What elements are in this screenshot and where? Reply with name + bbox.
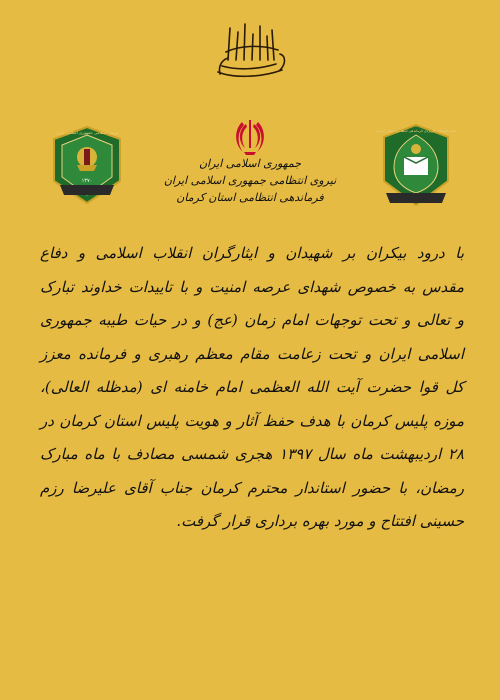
dedication-line: موزه پلیس کرمان با هدف حفظ آثار و هویت پلیس استان کرمان در	[40, 411, 464, 430]
bismillah-calligraphy-icon	[208, 14, 292, 86]
calligraphy-text	[250, 83, 252, 85]
header-block	[150, 155, 350, 206]
right-badge-caption: دفتر تحقیقات کاربردی فرماندهی انتظامی استان کرمان	[375, 129, 457, 133]
dedication-line: اسلامی ایران و تحت زعامت مقام معظم رهبری و فرمانده معزز	[40, 344, 464, 363]
dedication-line: کل قوا حضرت آیت الله العظمی امام خامنه ای (مدظله العالی)،	[40, 378, 464, 396]
dedication-line: حسینی افتتاح و مورد بهره برداری قرار گرفت.	[176, 512, 464, 530]
dedication-line: با درود بیکران بر شهیدان و ایثارگران انقلاب اسلامی و دفاع	[40, 244, 464, 262]
header-line-police: نیروی انتظامی جمهوری اسلامی ایران	[163, 174, 337, 187]
left-badge-caption: نیروی انتظامی جمهوری اسلامی ایران	[55, 130, 119, 135]
dedication-line: و تعالی و تحت توجهات امام زمان (عج) و در حیات طیبه جمهوری	[40, 311, 464, 329]
left-badge-year: ۱۳۷۰	[81, 178, 93, 184]
police-badge-icon	[50, 125, 124, 205]
dedication-text	[40, 237, 464, 539]
dedication-line: ۲۸ اردیبهشت ماه سال ۱۳۹۷ هجری شمسی مصادف با ماه مبارک	[40, 445, 464, 463]
dedication-line: مقدس به خصوص شهدای عرصه امنیت و با تاییدات خداوند تبارک	[40, 277, 464, 296]
header-line-command: فرماندهی انتظامی استان کرمان	[176, 191, 324, 204]
header-line-country: جمهوری اسلامی ایران	[198, 157, 302, 170]
police-research-badge-icon	[375, 123, 457, 207]
dedication-line: رمضان، با حضور استاندار محترم کرمان جناب آقای علیرضا رزم	[40, 478, 464, 497]
iran-emblem-icon	[232, 118, 268, 158]
